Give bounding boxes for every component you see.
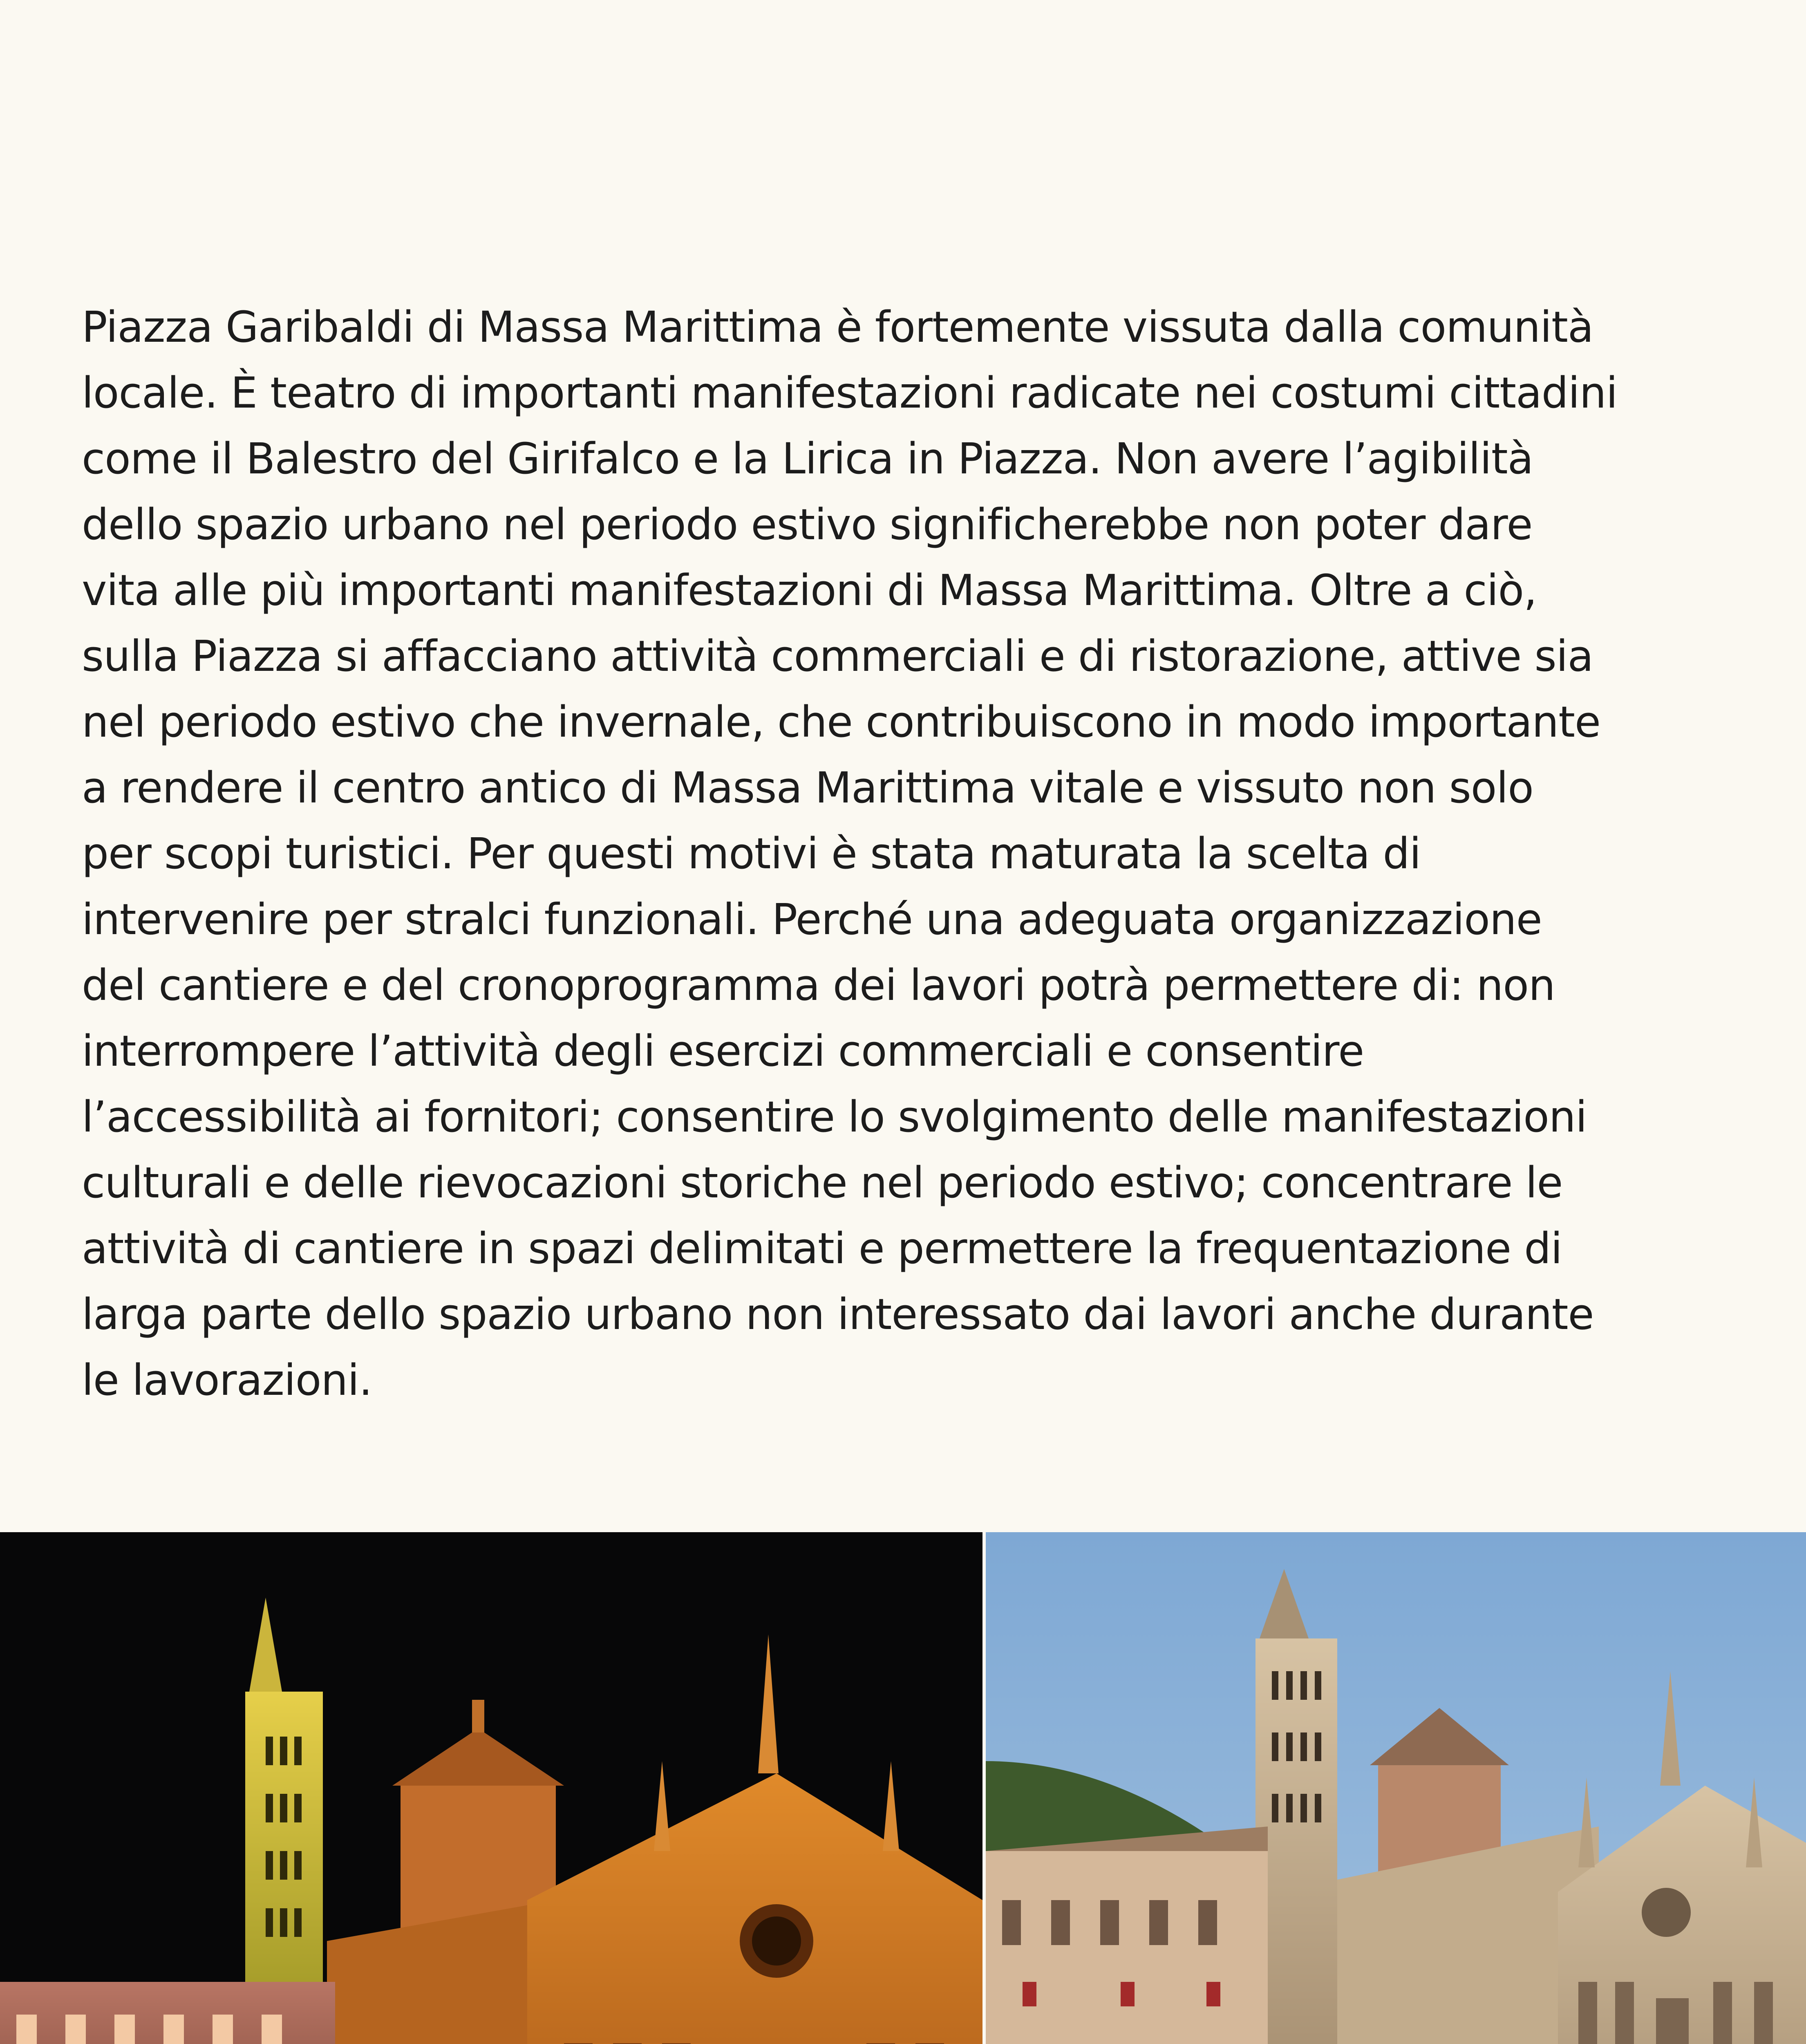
night-cathedral-illustration — [0, 1532, 982, 2044]
paragraph-line: vita alle più importanti manifestazioni di Massa Marittima. Oltre a ciò, — [82, 565, 1537, 615]
paragraph-line: l’accessibilità ai fornitori; consentire lo svolgimento delle manifestazioni — [82, 1092, 1587, 1142]
paragraph-line: Piazza Garibaldi di Massa Marittima è fortemente vissuta dalla comunità — [82, 302, 1593, 352]
body-paragraph — [82, 294, 1725, 1413]
paragraph-line: per scopi turistici. Per questi motivi è stata maturata la scelta di — [82, 829, 1421, 879]
night-cathedral-photo — [0, 1532, 982, 2044]
paragraph-line: a rendere il centro antico di Massa Marittima vitale e vissuto non solo — [82, 763, 1533, 813]
day-cathedral-photo — [986, 1532, 1806, 2044]
day-cathedral-illustration — [986, 1532, 1806, 2044]
paragraph-line: come il Balestro del Girifalco e la Lirica in Piazza. Non avere l’agibilità — [82, 434, 1533, 484]
paragraph-line: intervenire per stralci funzionali. Perché una adeguata organizzazione — [82, 894, 1542, 944]
paragraph-line: dello spazio urbano nel periodo estivo significherebbe non poter dare — [82, 500, 1533, 549]
paragraph-line: le lavorazioni. — [82, 1355, 372, 1405]
paragraph-line: interrompere l’attività degli esercizi commerciali e consentire — [82, 1026, 1364, 1076]
paragraph-line: larga parte dello spazio urbano non interessato dai lavori anche durante — [82, 1289, 1594, 1339]
paragraph-line: attività di cantiere in spazi delimitati e permettere la frequentazione di — [82, 1224, 1562, 1273]
paragraph-line: culturali e delle rievocazioni storiche nel periodo estivo; concentrare le — [82, 1158, 1563, 1208]
paragraph-line: locale. È teatro di importanti manifestazioni radicate nei costumi cittadini — [82, 368, 1618, 418]
paragraph-line: del cantiere e del cronoprogramma dei lavori potrà permettere di: non — [82, 960, 1555, 1010]
paragraph-line: nel periodo estivo che invernale, che contribuiscono in modo importante — [82, 697, 1600, 747]
photo-strip — [0, 1532, 1806, 2044]
paragraph-line: sulla Piazza si affacciano attività commerciali e di ristorazione, attive sia — [82, 631, 1593, 681]
